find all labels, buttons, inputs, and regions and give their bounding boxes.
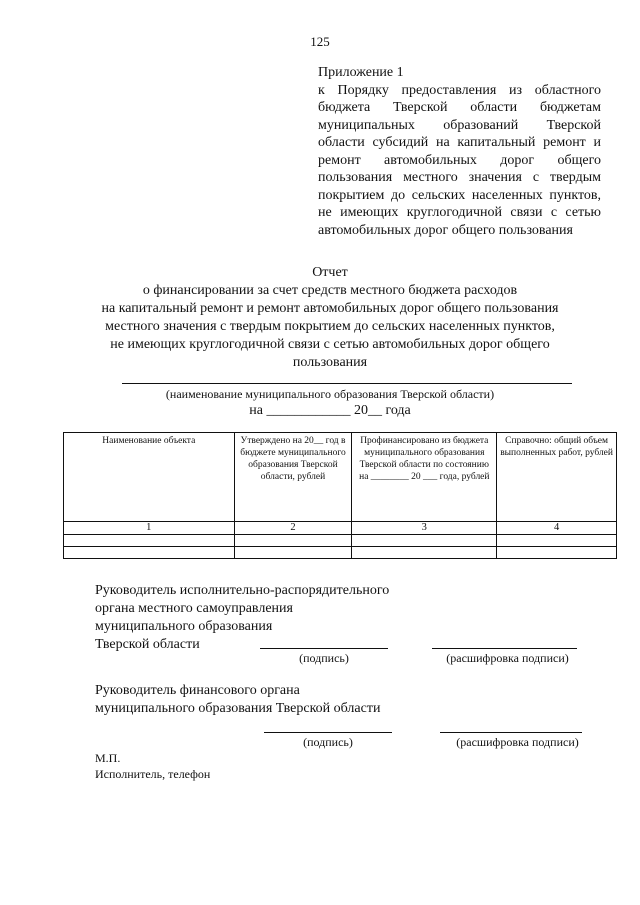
municipality-caption: (наименование муниципального образования Тверской области) bbox=[165, 387, 495, 401]
report-heading: Отчет bbox=[312, 265, 348, 280]
table-row bbox=[64, 547, 617, 559]
report-title-block bbox=[40, 264, 620, 372]
header-approved: Утверждено на 20__ год в бюджете муниципального образования Тверской области, рублей bbox=[234, 433, 352, 522]
table-header-row bbox=[64, 433, 617, 522]
page-number: 125 bbox=[310, 34, 330, 49]
appendix-title: Приложение 1 bbox=[318, 65, 404, 80]
signature-line bbox=[264, 732, 392, 733]
head-executive-line: муниципального образования bbox=[95, 619, 273, 634]
table-number-row bbox=[64, 522, 617, 535]
head-executive-line: органа местного самоуправления bbox=[95, 601, 293, 616]
table-cell[interactable] bbox=[234, 535, 352, 547]
head-finance-line: муниципального образования Тверской области bbox=[95, 701, 381, 716]
decoding-label: (расшифровка подписи) bbox=[456, 735, 579, 749]
table-row bbox=[64, 535, 617, 547]
table-cell[interactable] bbox=[64, 547, 235, 559]
report-line: о финансировании за счет средств местного бюджета расходов bbox=[142, 283, 518, 298]
head-executive-block bbox=[95, 582, 389, 654]
report-line: на капитальный ремонт и ремонт автомобильных дорог общего пользования bbox=[101, 301, 559, 316]
report-line: местного значения с твердым покрытием до сельских населенных пунктов, bbox=[105, 319, 555, 334]
table-cell[interactable] bbox=[497, 547, 617, 559]
decoding-line bbox=[432, 648, 577, 649]
header-object-name: Наименование объекта bbox=[64, 433, 235, 522]
head-executive-line: Тверской области bbox=[95, 637, 200, 652]
table-cell[interactable] bbox=[234, 547, 352, 559]
municipality-name-line bbox=[122, 383, 572, 384]
appendix-block bbox=[318, 64, 601, 239]
head-finance-line: Руководитель финансового органа bbox=[95, 683, 300, 698]
column-number: 2 bbox=[234, 522, 352, 535]
decoding-label: (расшифровка подписи) bbox=[446, 651, 569, 665]
report-line: не имеющих круглогодичной связи с сетью автомобильных дорог общего bbox=[110, 337, 550, 352]
header-financed: Профинансировано из бюджета муниципального образования Тверской области по состоянию на ________ 20 ___ года, рублей bbox=[352, 433, 497, 522]
date-blank: ____________ bbox=[266, 403, 351, 418]
header-reference: Справочно: общий объем выполненных работ, рублей bbox=[497, 433, 617, 522]
signature-label: (подпись) bbox=[303, 735, 353, 749]
date-prefix: на bbox=[249, 403, 263, 418]
report-line: пользования bbox=[292, 355, 368, 370]
signature-label: (подпись) bbox=[299, 651, 349, 665]
column-number: 1 bbox=[64, 522, 235, 535]
appendix-text: к Порядку предоставления из областного бюджета Тверской области бюджетам муниципальных образований Тверской области субсидий на капитальный ремонт и ремонт автомобильных дорог общего пользования местного значения с твердым покрытием до сельских населенных пунктов, не имеющих круглогодичной связи с сетью автомобильных дорог общего пользования bbox=[318, 82, 601, 238]
table-cell[interactable] bbox=[64, 535, 235, 547]
head-executive-line: Руководитель исполнительно-распорядительного bbox=[95, 583, 390, 598]
report-date-line bbox=[40, 403, 620, 419]
head-finance-block bbox=[95, 682, 380, 718]
signature-line bbox=[260, 648, 388, 649]
stamp-label: М.П. bbox=[95, 751, 121, 765]
column-number: 4 bbox=[497, 522, 617, 535]
table-cell[interactable] bbox=[352, 535, 497, 547]
decoding-line bbox=[440, 732, 582, 733]
financing-table bbox=[63, 432, 617, 559]
column-number: 3 bbox=[352, 522, 497, 535]
date-year: 20__ года bbox=[353, 403, 411, 418]
table-cell[interactable] bbox=[497, 535, 617, 547]
table-cell[interactable] bbox=[352, 547, 497, 559]
executor-label: Исполнитель, телефон bbox=[95, 767, 211, 781]
